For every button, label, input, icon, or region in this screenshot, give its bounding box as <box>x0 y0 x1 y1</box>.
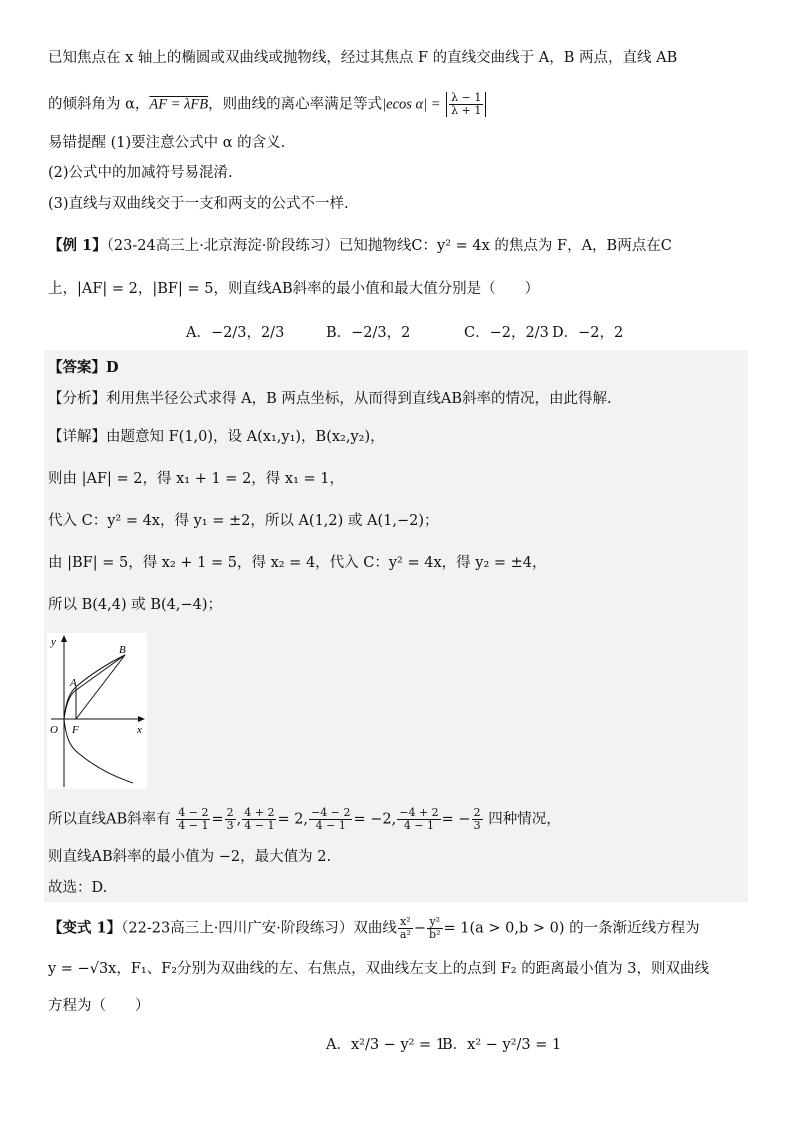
slope-frac-1b: $\frac{2}{3}$ <box>226 806 234 832</box>
option-a: A．−2/3，2/3 <box>186 325 285 341</box>
frac-numerator: λ − 1 <box>451 91 482 104</box>
variant-text-1: 双曲线 <box>353 920 397 937</box>
fig-focus-label: F <box>72 724 79 736</box>
tip-1: 易错提醒 (1)要注意公式中 α 的含义. <box>48 135 286 151</box>
detail-line: 【详解】由题意知 F(1,0)，设 A(x₁,y₁)，B(x₂,y₂)， <box>48 429 385 445</box>
tip-3: (3)直线与双曲线交于一支和两支的公式不一样. <box>48 196 349 212</box>
example-line-1 <box>48 236 746 256</box>
variant-option-b: B．x² − y²/3 = 1 <box>442 1037 562 1053</box>
slope-frac-1: $\frac{4 - 2}{4 - 1}$ <box>178 806 209 832</box>
variant-tag: 【变式 1】 <box>48 919 122 937</box>
example-line-2: 上，|AF| = 2，|BF| = 5，则直线AB斜率的最小值和最大值分别是（ ） <box>48 281 540 297</box>
fig-origin-label: O <box>50 724 58 736</box>
answer-line: 【答案】D <box>48 359 119 376</box>
vector-relation: AF = λFB <box>149 96 209 113</box>
fig-x-label: x <box>137 724 142 736</box>
fig-y-label: y <box>51 636 56 648</box>
eccentricity-fraction <box>446 92 486 117</box>
slope-frac-4: $\frac{-4 + 2}{4 - 1}$ <box>399 806 439 832</box>
intro-line-2c: ，则曲线的离心率满足等式 <box>208 96 383 113</box>
example-text-1: 已知抛物线C：y² = 4x 的焦点为 F，A，B两点在C <box>338 238 672 254</box>
option-d: D．−2，2 <box>552 325 624 341</box>
fig-point-b-label: B <box>119 644 126 656</box>
variant-option-a: A．x²/3 − y² = 1 <box>326 1037 446 1053</box>
slope-frac-4b: $\frac{2}{3}$ <box>473 806 481 832</box>
slope-cases-suffix: 四种情况， <box>488 811 561 828</box>
slope-cases-prefix: 所以直线AB斜率有 <box>48 811 171 828</box>
parabola-figure <box>47 633 147 789</box>
slope-frac-2: $\frac{4 + 2}{4 - 1}$ <box>244 806 275 832</box>
slope-cases-line: 所以直线AB斜率有 $\frac{4 - 2}{4 - 1}$ = $\frac{2}{3}$ , $\frac{4 + 2}{4 - 1}$ = 2, $\frac{-4 - 2}{4 - 1}$ = −2, $\frac{-4 + 2}{4 - 1}$ = − $\frac{2}{3}$ 四种情况， <box>48 806 561 832</box>
example-source: （23-24高三上·北京海淀·阶段练习） <box>106 238 339 254</box>
frac-denominator: λ + 1 <box>451 104 482 117</box>
variant-line-1: 【变式 1】（22-23高三上·四川广安·阶段练习）双曲线 $\frac{\text{x²}}{\text{a²}}$ − $\frac{\text{y²}}{\text{b²}}$ = 1(a > 0,b > 0) 的一条渐近线方程为 <box>48 915 700 941</box>
step-1: 则由 |AF| = 2，得 x₁ + 1 = 2，得 x₁ = 1， <box>48 471 344 487</box>
intro-line-1: 已知焦点在 x 轴上的椭圆或双曲线或抛物线，经过其焦点 F 的直线交曲线于 A，B 两点，直线 AB <box>48 50 678 66</box>
variant-line-3: 方程为（ ） <box>48 998 150 1014</box>
variant-line-2: y = −√3x，F₁、F₂分别为双曲线的左、右焦点，双曲线左支上的点到 F₂ 的距离最小值为 3，则双曲线 <box>48 961 710 977</box>
option-c: C．−2，2/3 <box>464 325 549 341</box>
variant-source: （22-23高三上·四川广安·阶段练习） <box>121 920 354 937</box>
step-3: 由 |BF| = 5，得 x₂ + 1 = 5，得 x₂ = 4，代入 C：y² = 4x，得 y₂ = ±4， <box>48 555 547 571</box>
step-7: 故选：D. <box>48 880 108 896</box>
example-tag: 【例 1】 <box>48 237 107 254</box>
step-6: 则直线AB斜率的最小值为 −2，最大值为 2. <box>48 849 332 865</box>
intro-line-2 <box>48 92 746 117</box>
fig-point-a-label: A <box>70 677 77 689</box>
ecos-expr: |ecos α| = <box>382 96 441 113</box>
intro-line-2a: 的倾斜角为 α， <box>48 96 150 113</box>
step-2: 代入 C：y² = 4x，得 y₁ = ±2，所以 A(1,2) 或 A(1,−2)； <box>48 513 439 529</box>
hyperbola-frac-y: $\frac{\text{y²}}{\text{b²}}$ <box>429 915 441 941</box>
hyperbola-frac-x: $\frac{\text{x²}}{\text{a²}}$ <box>399 915 411 941</box>
analysis-line: 【分析】利用焦半径公式求得 A，B 两点坐标，从而得到直线AB斜率的情况，由此得解. <box>48 391 612 407</box>
slope-frac-3: $\frac{-4 - 2}{4 - 1}$ <box>311 806 351 832</box>
step-4: 所以 B(4,4) 或 B(4,−4)； <box>48 597 223 613</box>
option-b: B．−2/3，2 <box>326 325 411 341</box>
variant-text-1b: = 1(a > 0,b > 0) 的一条渐近线方程为 <box>443 920 700 937</box>
tip-2: (2)公式中的加减符号易混淆. <box>48 165 233 181</box>
